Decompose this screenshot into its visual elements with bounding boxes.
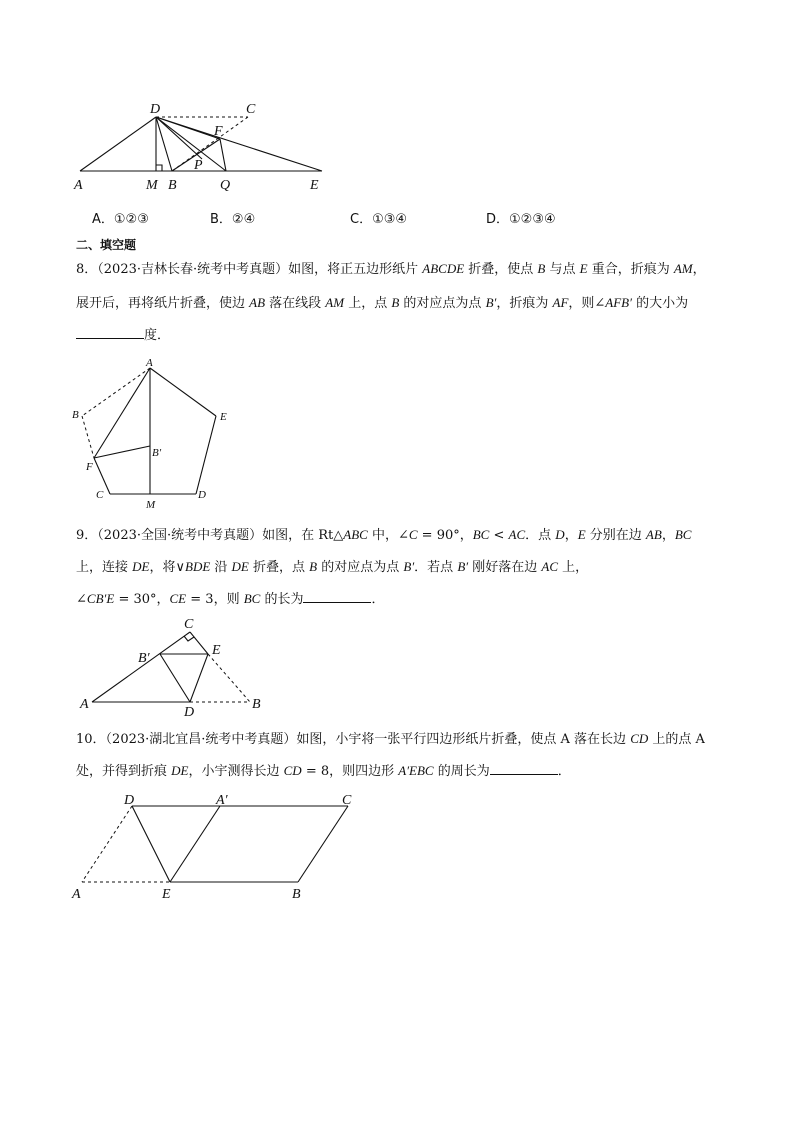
fig8-label-m: M: [146, 499, 156, 511]
q9-text: 9．（2023·全国·统考中考真题）如图，在 Rt△: [76, 528, 344, 543]
option-b-letter: B．: [210, 212, 232, 227]
q8-text: 落在线段: [265, 296, 326, 311]
q8-math: E: [579, 261, 588, 276]
q9-text: ，: [661, 528, 675, 543]
q9-text: 上，连接: [76, 560, 133, 575]
q8-math: B: [537, 261, 546, 276]
fig10-label-ap: A′: [216, 793, 228, 808]
option-a-value: ①②③: [113, 212, 149, 227]
answer-blank-q10[interactable]: [490, 762, 558, 775]
q8-text: ，折痕为: [496, 296, 553, 311]
option-a[interactable]: [92, 208, 149, 227]
q9-text: = 30°，: [114, 592, 170, 607]
option-c-value: ①③④: [372, 212, 408, 227]
q9-math: B′: [457, 559, 469, 574]
figure-q8: [66, 354, 242, 514]
q9-math: AC: [508, 527, 526, 542]
q9-math: B′: [403, 559, 415, 574]
q9-math: D: [555, 527, 565, 542]
figure-q7: [60, 95, 350, 195]
q8-text: ，: [692, 262, 706, 277]
fig9-label-c: C: [184, 617, 194, 632]
q10-math: A′EBC: [398, 763, 434, 778]
q8-line2: [76, 294, 688, 313]
q9-text: ．若点: [414, 560, 458, 575]
q8-math: ABCDE: [422, 261, 465, 276]
fig7-label-a: A: [74, 178, 83, 193]
q9-text: 分别在边: [585, 528, 646, 543]
fig9-label-bp: B′: [138, 651, 150, 666]
q8-text: 的对应点为点: [399, 296, 486, 311]
q10-text: = 8，则四边形: [301, 764, 399, 779]
q8-text: 重合，折痕为: [587, 262, 674, 277]
q9-text: 刚好落在边: [468, 560, 542, 575]
q9-math: E: [577, 527, 586, 542]
option-d-letter: D．: [486, 212, 510, 227]
q9-math: BC: [472, 527, 490, 542]
q8-text: 的大小为: [631, 296, 689, 311]
option-b-value: ②④: [231, 212, 256, 227]
q9-math: CB′E: [86, 591, 115, 606]
fig7-label-d: D: [150, 102, 161, 117]
option-a-letter: A．: [92, 212, 114, 227]
q8-math: AFB′: [605, 295, 632, 310]
answer-blank-q8[interactable]: [76, 326, 144, 339]
q10-math: CD: [283, 763, 302, 778]
q9-text: ．: [371, 592, 385, 607]
q10-text: ，小宇测得长边: [188, 764, 284, 779]
fig10-label-b: B: [292, 887, 301, 902]
q9-text: = 90°，: [417, 528, 473, 543]
q10-line2: [76, 762, 571, 781]
fig10-label-d: D: [124, 793, 135, 808]
q10-text: 上的点 A: [648, 732, 705, 747]
fig7-label-c: C: [246, 102, 256, 117]
q10-text: 10．（2023·湖北宜昌·统考中考真题）如图，小宇将一张平行四边形纸片折叠，使点 A 落在长边: [76, 732, 631, 747]
q9-math: BC: [243, 591, 261, 606]
fig7-label-b: B: [168, 178, 177, 193]
q9-math: DE: [132, 559, 150, 574]
q10-math: CD: [630, 731, 649, 746]
q9-text: 折叠，点: [248, 560, 310, 575]
fig8-label-f: F: [86, 461, 93, 473]
q10-text: ．: [557, 764, 571, 779]
q8-line3: [76, 326, 170, 345]
fig9-label-a: A: [80, 697, 89, 712]
q9-line3: [76, 590, 384, 609]
q9-math: C: [408, 527, 418, 542]
q8-text: 展开后，再将纸片折叠，使边: [76, 296, 250, 311]
q9-text: 沿: [210, 560, 232, 575]
fig8-label-a: A: [146, 357, 153, 369]
q8-text: 度．: [144, 328, 171, 343]
fig9-label-b: B: [252, 697, 261, 712]
q8-text: 折叠，使点: [464, 262, 538, 277]
q8-math: AF: [552, 295, 569, 310]
figure-q10: [66, 788, 366, 904]
q9-text: <: [489, 528, 509, 543]
q9-text: = 3，则: [186, 592, 244, 607]
q8-line1: [76, 260, 706, 279]
fig7-label-m: M: [146, 178, 158, 193]
q9-text: 的长为: [260, 592, 304, 607]
fig7-label-f: F: [214, 124, 223, 139]
q9-math: AC: [541, 559, 558, 574]
q8-text: 上，点: [344, 296, 392, 311]
fig7-label-p: P: [194, 158, 203, 173]
option-c-letter: C．: [350, 212, 373, 227]
option-c[interactable]: [350, 208, 407, 227]
q9-text: 上，: [558, 560, 589, 575]
q10-text: 的周长为: [433, 764, 490, 779]
fig10-label-c: C: [342, 793, 352, 808]
q8-text: 8．（2023·吉林长春·统考中考真题）如图，将正五边形纸片: [76, 262, 423, 277]
option-d-value: ①②③④: [509, 212, 556, 227]
q8-text: 与点: [545, 262, 580, 277]
q10-math: DE: [171, 763, 189, 778]
option-d[interactable]: [486, 208, 556, 227]
figure-q9: [74, 614, 274, 718]
q9-text: ，: [564, 528, 578, 543]
q8-text: ，则∠: [568, 296, 606, 311]
fig8-label-bp: B′: [152, 447, 162, 459]
q8-math: B: [391, 295, 400, 310]
option-b[interactable]: [210, 208, 255, 227]
q9-line1: [76, 526, 691, 545]
fig7-label-e: E: [310, 178, 319, 193]
q8-math: AB: [249, 295, 266, 310]
q9-text: 中，∠: [367, 528, 409, 543]
fig10-label-e: E: [162, 887, 171, 902]
q9-text: ∠: [76, 592, 87, 607]
q8-math: B′: [485, 295, 497, 310]
section-title: 二、填空题: [76, 238, 137, 252]
q9-math: BDE: [185, 559, 211, 574]
fig10-label-a: A: [72, 887, 81, 902]
fig9-label-e: E: [212, 643, 221, 658]
fig9-label-d: D: [184, 705, 195, 718]
fig8-label-e: E: [220, 411, 227, 423]
q9-math: CE: [169, 591, 187, 606]
fig7-label-q: Q: [220, 178, 231, 193]
q8-math: AM: [673, 261, 693, 276]
q9-math: AB: [645, 527, 662, 542]
fig8-label-d: D: [198, 489, 206, 501]
q9-line2: [76, 558, 588, 577]
fig8-label-b: B: [72, 409, 79, 421]
q10-line1: [76, 730, 705, 749]
fig8-label-c: C: [96, 489, 104, 501]
q9-text: ．点: [525, 528, 556, 543]
q9-math: BC: [674, 527, 692, 542]
q9-math: ABC: [343, 527, 368, 542]
q8-math: AM: [325, 295, 345, 310]
answer-blank-q9[interactable]: [303, 590, 371, 603]
q9-text: ，将∨: [149, 560, 185, 575]
q10-text: 处，并得到折痕: [76, 764, 172, 779]
q9-text: 的对应点为点: [317, 560, 404, 575]
q9-math: B: [309, 559, 318, 574]
q9-math: DE: [231, 559, 249, 574]
